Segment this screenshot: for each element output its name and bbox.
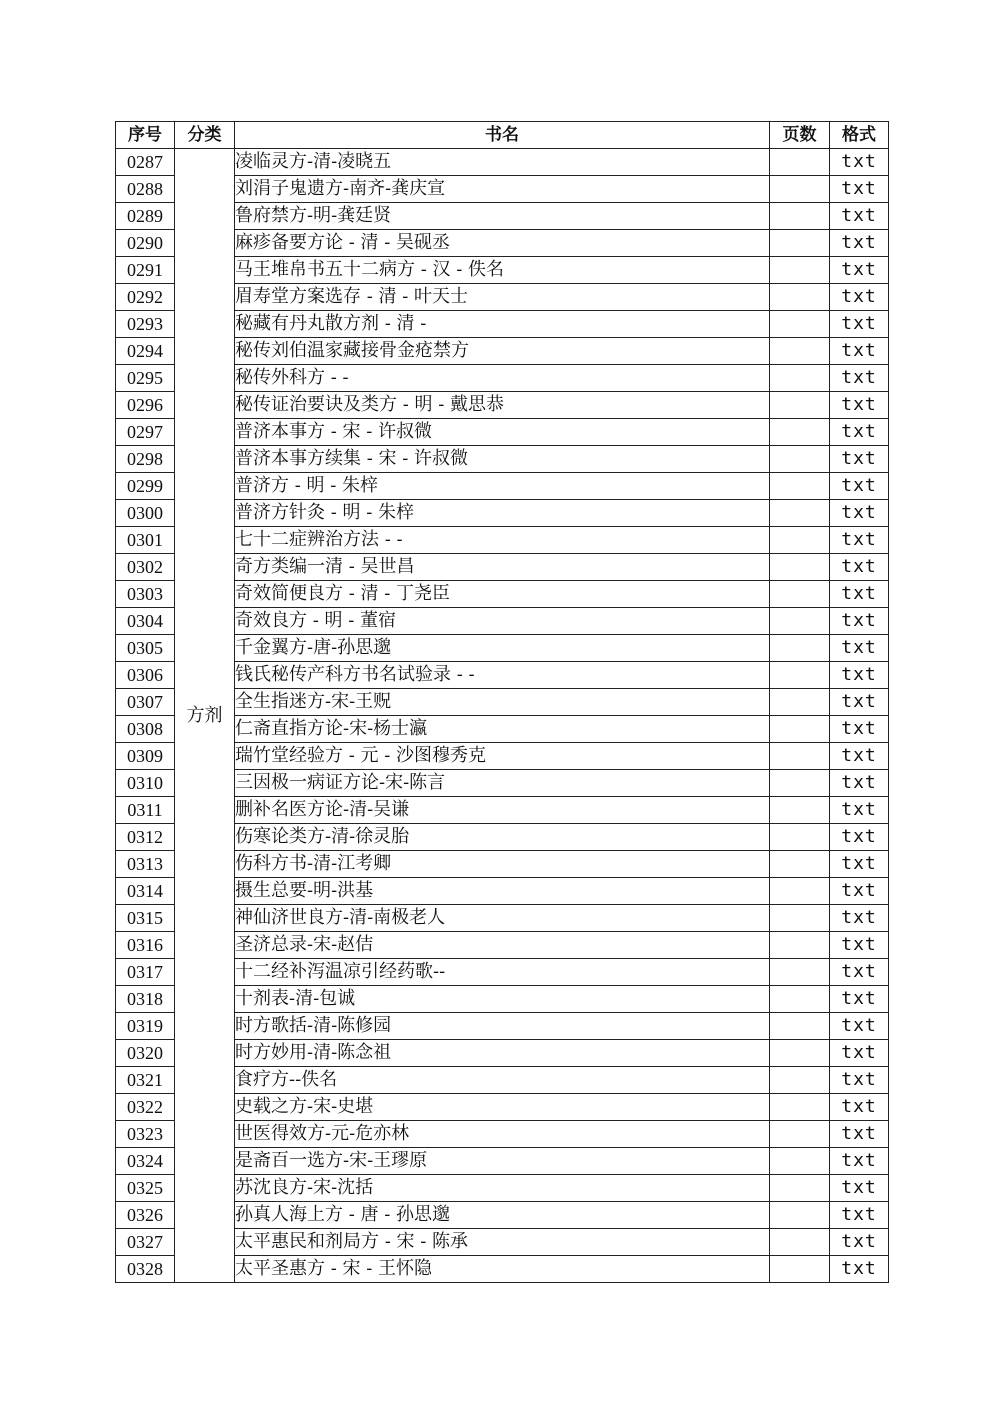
row-seq: 0322 [116,1094,175,1121]
row-format: txt [830,1202,889,1229]
header-seq: 序号 [116,122,175,149]
row-format: txt [830,878,889,905]
row-title: 千金翼方-唐-孙思邈 [235,635,770,662]
row-title: 删补名医方论-清-吴谦 [235,797,770,824]
row-format: txt [830,527,889,554]
row-format: txt [830,1121,889,1148]
row-title: 普济本事方 - 宋 - 许叔微 [235,419,770,446]
row-seq: 0324 [116,1148,175,1175]
row-title: 刘涓子鬼遗方-南齐-龚庆宣 [235,176,770,203]
row-format: txt [830,365,889,392]
row-title: 秘传外科方 - - [235,365,770,392]
row-pages [770,1094,830,1121]
row-seq: 0316 [116,932,175,959]
row-title: 普济方 - 明 - 朱梓 [235,473,770,500]
table-body [116,149,889,1283]
row-title: 秘传证治要诀及类方 - 明 - 戴思恭 [235,392,770,419]
row-title: 奇效简便良方 - 清 - 丁尧臣 [235,581,770,608]
header-pages: 页数 [770,122,830,149]
row-seq: 0317 [116,959,175,986]
row-seq: 0307 [116,689,175,716]
row-format: txt [830,257,889,284]
row-pages [770,284,830,311]
row-title: 瑞竹堂经验方 - 元 - 沙图穆秀克 [235,743,770,770]
row-pages [770,473,830,500]
row-format: txt [830,230,889,257]
row-seq: 0290 [116,230,175,257]
row-seq: 0300 [116,500,175,527]
row-seq: 0296 [116,392,175,419]
row-title: 三因极一病证方论-宋-陈言 [235,770,770,797]
row-title: 圣济总录-宋-赵佶 [235,932,770,959]
row-format: txt [830,500,889,527]
row-seq: 0294 [116,338,175,365]
row-pages [770,419,830,446]
row-seq: 0288 [116,176,175,203]
row-format: txt [830,1094,889,1121]
row-seq: 0301 [116,527,175,554]
row-pages [770,851,830,878]
row-title: 秘藏有丹丸散方剂 - 清 - [235,311,770,338]
row-seq: 0306 [116,662,175,689]
row-format: txt [830,1229,889,1256]
row-pages [770,149,830,176]
row-pages [770,392,830,419]
row-seq: 0305 [116,635,175,662]
row-seq: 0320 [116,1040,175,1067]
row-pages [770,1013,830,1040]
header-category: 分类 [175,122,235,149]
row-seq: 0321 [116,1067,175,1094]
row-seq: 0326 [116,1202,175,1229]
row-pages [770,1121,830,1148]
row-format: txt [830,1013,889,1040]
row-format: txt [830,446,889,473]
row-pages [770,1256,830,1283]
row-format: txt [830,419,889,446]
row-format: txt [830,473,889,500]
table-row [116,149,889,176]
row-pages [770,986,830,1013]
row-seq: 0304 [116,608,175,635]
row-format: txt [830,824,889,851]
row-pages [770,257,830,284]
row-pages [770,500,830,527]
row-title: 奇方类编一清 - 吴世昌 [235,554,770,581]
row-seq: 0314 [116,878,175,905]
row-title: 是斋百一选方-宋-王璆原 [235,1148,770,1175]
row-seq: 0299 [116,473,175,500]
row-pages [770,581,830,608]
header-format: 格式 [830,122,889,149]
row-format: txt [830,743,889,770]
row-pages [770,959,830,986]
row-pages [770,932,830,959]
row-title: 孙真人海上方 - 唐 - 孙思邈 [235,1202,770,1229]
row-title: 仁斋直指方论-宋-杨士瀛 [235,716,770,743]
row-seq: 0291 [116,257,175,284]
category-cell: 方剂 [175,149,235,1283]
table-header-row [116,122,889,149]
row-format: txt [830,1175,889,1202]
row-format: txt [830,851,889,878]
row-seq: 0312 [116,824,175,851]
row-format: txt [830,959,889,986]
row-seq: 0289 [116,203,175,230]
row-seq: 0308 [116,716,175,743]
row-title: 十剂表-清-包诚 [235,986,770,1013]
row-title: 神仙济世良方-清-南极老人 [235,905,770,932]
row-format: txt [830,392,889,419]
row-seq: 0297 [116,419,175,446]
row-format: txt [830,608,889,635]
row-seq: 0328 [116,1256,175,1283]
row-title: 鲁府禁方-明-龚廷贤 [235,203,770,230]
row-pages [770,1202,830,1229]
row-pages [770,230,830,257]
row-pages [770,635,830,662]
row-title: 钱氏秘传产科方书名试验录 - - [235,662,770,689]
row-pages [770,203,830,230]
row-pages [770,770,830,797]
row-format: txt [830,338,889,365]
row-title: 秘传刘伯温家藏接骨金疮禁方 [235,338,770,365]
row-format: txt [830,149,889,176]
row-pages [770,1067,830,1094]
row-format: txt [830,581,889,608]
row-format: txt [830,1148,889,1175]
row-seq: 0318 [116,986,175,1013]
row-title: 世医得效方-元-危亦林 [235,1121,770,1148]
row-pages [770,662,830,689]
row-format: txt [830,1256,889,1283]
row-format: txt [830,716,889,743]
row-title: 普济本事方续集 - 宋 - 许叔微 [235,446,770,473]
row-seq: 0313 [116,851,175,878]
row-format: txt [830,203,889,230]
row-format: txt [830,932,889,959]
row-title: 普济方针灸 - 明 - 朱梓 [235,500,770,527]
row-pages [770,176,830,203]
header-title: 书名 [235,122,770,149]
row-title: 时方歌括-清-陈修园 [235,1013,770,1040]
row-pages [770,1175,830,1202]
row-title: 七十二症辨治方法 - - [235,527,770,554]
row-seq: 0293 [116,311,175,338]
row-format: txt [830,1067,889,1094]
row-format: txt [830,797,889,824]
row-pages [770,1148,830,1175]
row-seq: 0323 [116,1121,175,1148]
row-pages [770,608,830,635]
row-title: 麻疹备要方论 - 清 - 吴砚丞 [235,230,770,257]
row-seq: 0287 [116,149,175,176]
row-pages [770,554,830,581]
row-pages [770,878,830,905]
row-pages [770,743,830,770]
row-pages [770,1229,830,1256]
row-title: 奇效良方 - 明 - 董宿 [235,608,770,635]
row-seq: 0309 [116,743,175,770]
row-seq: 0310 [116,770,175,797]
row-title: 食疗方--佚名 [235,1067,770,1094]
row-title: 眉寿堂方案选存 - 清 - 叶天士 [235,284,770,311]
row-title: 凌临灵方-清-凌晓五 [235,149,770,176]
row-pages [770,527,830,554]
row-format: txt [830,689,889,716]
row-format: txt [830,770,889,797]
row-format: txt [830,635,889,662]
row-seq: 0319 [116,1013,175,1040]
row-pages [770,446,830,473]
row-format: txt [830,986,889,1013]
row-pages [770,689,830,716]
row-title: 摄生总要-明-洪基 [235,878,770,905]
row-seq: 0292 [116,284,175,311]
row-seq: 0325 [116,1175,175,1202]
row-title: 伤寒论类方-清-徐灵胎 [235,824,770,851]
row-pages [770,797,830,824]
row-pages [770,905,830,932]
row-seq: 0303 [116,581,175,608]
row-title: 马王堆帛书五十二病方 - 汉 - 佚名 [235,257,770,284]
row-pages [770,365,830,392]
row-title: 伤科方书-清-江考卿 [235,851,770,878]
row-title: 太平惠民和剂局方 - 宋 - 陈承 [235,1229,770,1256]
row-title: 苏沈良方-宋-沈括 [235,1175,770,1202]
row-format: txt [830,905,889,932]
row-pages [770,338,830,365]
row-title: 全生指迷方-宋-王贶 [235,689,770,716]
row-format: txt [830,662,889,689]
row-title: 十二经补泻温凉引经药歌-- [235,959,770,986]
row-pages [770,716,830,743]
row-pages [770,1040,830,1067]
row-format: txt [830,311,889,338]
row-format: txt [830,176,889,203]
row-seq: 0327 [116,1229,175,1256]
row-pages [770,824,830,851]
row-format: txt [830,554,889,581]
row-title: 时方妙用-清-陈念祖 [235,1040,770,1067]
row-format: txt [830,284,889,311]
row-seq: 0315 [116,905,175,932]
row-pages [770,311,830,338]
row-title: 史载之方-宋-史堪 [235,1094,770,1121]
row-format: txt [830,1040,889,1067]
row-seq: 0298 [116,446,175,473]
row-title: 太平圣惠方 - 宋 - 王怀隐 [235,1256,770,1283]
row-seq: 0295 [116,365,175,392]
row-seq: 0302 [116,554,175,581]
row-seq: 0311 [116,797,175,824]
book-catalog-table [115,121,889,1283]
